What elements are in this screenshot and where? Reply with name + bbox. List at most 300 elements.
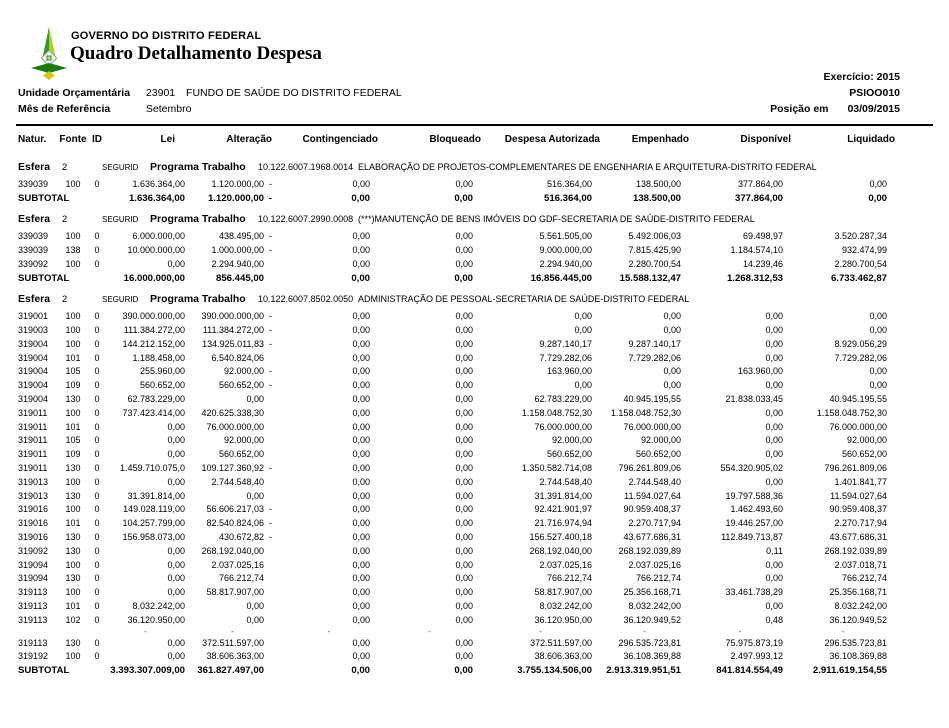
amount-cell-disponivel bbox=[681, 393, 783, 407]
program-label: Programa Trabalho bbox=[150, 161, 246, 173]
amount-cell-despesa-autorizada bbox=[473, 178, 592, 192]
dash-mark: - bbox=[539, 626, 542, 636]
negative-sign: - bbox=[269, 324, 272, 335]
amount-cell-lei bbox=[106, 192, 185, 207]
amount-cell-bloqueado bbox=[370, 586, 473, 600]
amount-value: 0,00 bbox=[352, 462, 370, 473]
amount-value: 31.391.814,00 bbox=[127, 490, 185, 501]
negative-sign: - bbox=[269, 518, 272, 529]
amount-value: 2.497.993,12 bbox=[730, 651, 783, 662]
amount-value: 156.527.400,18 bbox=[529, 531, 592, 542]
amount-value: 766.212,74 bbox=[841, 573, 887, 584]
amount-cell-contingenciado bbox=[272, 407, 370, 421]
negative-sign: - bbox=[269, 245, 272, 256]
amount-cell-disponivel bbox=[681, 637, 783, 651]
amount-value: 149.028.119,00 bbox=[123, 504, 185, 515]
amount-value: 92.000,00 bbox=[640, 435, 681, 446]
amount-cell-liquidado bbox=[783, 490, 887, 504]
id-cell: 0 bbox=[94, 421, 100, 432]
negative-sign bbox=[264, 637, 272, 651]
id-cell: 0 bbox=[94, 311, 100, 322]
amount-cell-disponivel bbox=[681, 545, 783, 559]
amount-value: 15.588.132,47 bbox=[619, 272, 681, 284]
amount-cell-empenhado bbox=[592, 407, 681, 421]
amount-cell-empenhado bbox=[592, 476, 681, 490]
amount-value: 0,00 bbox=[246, 490, 264, 501]
amount-cell-contingenciado bbox=[272, 517, 370, 531]
amount-value: 0,00 bbox=[167, 573, 185, 584]
amount-cell-despesa-autorizada bbox=[473, 586, 592, 600]
amount-value: 766.212,74 bbox=[546, 573, 592, 584]
amount-cell-liquidado bbox=[783, 545, 887, 559]
amount-cell-bloqueado bbox=[370, 448, 473, 462]
dash-mark: - bbox=[738, 626, 742, 636]
negative-sign: - bbox=[269, 462, 272, 473]
amount-value: 0,00 bbox=[455, 504, 473, 515]
amount-value: 0,00 bbox=[455, 380, 473, 391]
amount-cell-disponivel bbox=[681, 310, 783, 324]
amount-cell-liquidado bbox=[783, 614, 887, 628]
amount-value: 36.108.369,88 bbox=[623, 651, 681, 662]
amount-value: 390.000.000,00 bbox=[201, 311, 264, 322]
amount-cell-liquidado bbox=[783, 244, 887, 258]
amount-value: 0,00 bbox=[352, 407, 370, 418]
amount-cell-disponivel bbox=[681, 407, 783, 421]
amount-value: 0,00 bbox=[454, 272, 473, 284]
column-header-row bbox=[18, 133, 895, 147]
report-body bbox=[18, 160, 895, 679]
amount-cell-despesa-autorizada bbox=[473, 531, 592, 545]
fonte-cell: 101 bbox=[65, 518, 81, 529]
amount-value: 82.540.824,06 bbox=[206, 518, 264, 529]
id-cell: 0 bbox=[94, 245, 100, 256]
amount-value: 76.000.000,00 bbox=[623, 421, 681, 432]
amount-value: 9.000.000,00 bbox=[539, 245, 592, 256]
fonte-cell: 109 bbox=[65, 380, 81, 391]
amount-value: 0,00 bbox=[765, 600, 783, 611]
subtotal-label: SUBTOTAL bbox=[18, 665, 70, 677]
esfera-label: Esfera bbox=[18, 213, 51, 226]
amount-cell-bloqueado bbox=[370, 230, 473, 244]
reference-month-line bbox=[18, 103, 191, 115]
amount-value: 90.959.408,37 bbox=[829, 504, 887, 515]
natur-cell: 319016 bbox=[18, 504, 49, 515]
natur-cell: 339092 bbox=[18, 258, 49, 269]
amount-cell-alteracao bbox=[185, 476, 272, 490]
amount-value: 2.280.700,54 bbox=[628, 258, 681, 269]
program-section-header bbox=[18, 160, 895, 174]
amount-cell-disponivel bbox=[681, 379, 783, 393]
amount-value: 0,00 bbox=[167, 476, 185, 487]
amount-value: 92.000,00 bbox=[846, 435, 887, 446]
amount-value: 43.677.686,31 bbox=[829, 531, 887, 542]
amount-cell-bloqueado bbox=[370, 324, 473, 338]
amount-cell-alteracao bbox=[185, 600, 272, 614]
amount-cell-lei bbox=[106, 600, 185, 614]
id-cell: 0 bbox=[94, 366, 100, 377]
negative-sign: - bbox=[269, 380, 272, 391]
amount-cell-empenhado bbox=[592, 434, 681, 448]
negative-sign bbox=[264, 258, 272, 272]
amount-value: 0,00 bbox=[869, 380, 887, 391]
report-code: PSIOO010 bbox=[849, 87, 900, 99]
id-cell: 0 bbox=[94, 518, 100, 529]
amount-cell-lei bbox=[106, 503, 185, 517]
natur-cell: 319011 bbox=[18, 421, 48, 432]
amount-cell-lei bbox=[106, 272, 185, 287]
negative-sign bbox=[264, 559, 272, 573]
negative-sign bbox=[264, 572, 272, 586]
amount-cell-disponivel bbox=[681, 650, 783, 664]
amount-value: 6.540.824,06 bbox=[211, 352, 264, 363]
id-cell: 0 bbox=[94, 179, 100, 189]
amount-cell-alteracao bbox=[185, 531, 272, 545]
amount-value: 76.000.000,00 bbox=[829, 421, 887, 432]
amount-value: 0,00 bbox=[574, 380, 592, 391]
negative-sign bbox=[264, 421, 272, 435]
amount-cell-liquidado bbox=[783, 365, 887, 379]
id-cell: 0 bbox=[94, 231, 100, 242]
amount-cell-contingenciado bbox=[272, 637, 370, 651]
amount-value: 14.239,46 bbox=[742, 258, 783, 269]
amount-cell-empenhado bbox=[592, 352, 681, 366]
amount-cell-empenhado bbox=[592, 614, 681, 628]
amount-value: 0,00 bbox=[352, 504, 370, 515]
amount-value: 1.158.048.752,30 bbox=[816, 407, 887, 418]
amount-cell-disponivel bbox=[681, 272, 783, 287]
id-cell: 0 bbox=[94, 545, 100, 556]
amount-cell-lei bbox=[106, 178, 185, 192]
amount-value: 0,00 bbox=[765, 573, 783, 584]
amount-value: 430.672,82 bbox=[218, 531, 264, 542]
amount-value: 1.000.000,00 bbox=[211, 245, 264, 256]
id-cell: 0 bbox=[94, 462, 100, 473]
amount-value: 40.945.195,55 bbox=[623, 393, 681, 404]
amount-cell-alteracao bbox=[185, 258, 272, 272]
natur-cell: 319011 bbox=[18, 449, 48, 460]
amount-value: 0,00 bbox=[352, 614, 370, 625]
amount-value: 296.535.723,81 bbox=[824, 637, 887, 648]
amount-value: 0,00 bbox=[574, 324, 592, 335]
natur-cell: 319094 bbox=[18, 573, 49, 584]
amount-value: 2.744.548,40 bbox=[539, 476, 592, 487]
id-cell: 0 bbox=[94, 352, 100, 363]
amount-value: 8.032.242,00 bbox=[539, 600, 592, 611]
negative-sign bbox=[264, 600, 272, 614]
amount-cell-alteracao bbox=[185, 462, 272, 476]
amount-value: 1.120.000,00 bbox=[207, 192, 264, 204]
amount-cell-contingenciado bbox=[272, 365, 370, 379]
amount-cell-despesa-autorizada bbox=[473, 244, 592, 258]
amount-value: 516.364,00 bbox=[546, 179, 592, 189]
amount-cell-empenhado bbox=[592, 379, 681, 393]
amount-value: 766.212,74 bbox=[635, 573, 681, 584]
amount-cell-contingenciado bbox=[272, 448, 370, 462]
natur-cell: 319004 bbox=[18, 393, 49, 404]
amount-cell-liquidado bbox=[783, 324, 887, 338]
amount-cell-alteracao bbox=[185, 407, 272, 421]
amount-cell-contingenciado bbox=[272, 434, 370, 448]
amount-cell-bloqueado bbox=[370, 503, 473, 517]
fonte-cell: 100 bbox=[65, 258, 81, 269]
amount-value: 0,00 bbox=[455, 231, 473, 242]
amount-value: 0,00 bbox=[455, 407, 473, 418]
column-header-id: ID bbox=[92, 134, 102, 145]
natur-cell: 319192 bbox=[18, 651, 49, 662]
amount-cell-lei bbox=[106, 664, 185, 679]
natur-cell: 339039 bbox=[18, 231, 49, 242]
program-label: Programa Trabalho bbox=[150, 293, 246, 306]
table-row bbox=[18, 476, 895, 490]
amount-cell-lei bbox=[106, 490, 185, 504]
table-row bbox=[18, 421, 895, 435]
amount-value: 163.960,00 bbox=[546, 366, 592, 377]
amount-cell-liquidado bbox=[783, 586, 887, 600]
amount-value: 0,00 bbox=[455, 531, 473, 542]
natur-cell: 319113 bbox=[18, 587, 48, 598]
negative-sign: - bbox=[269, 338, 272, 349]
amount-cell-bloqueado bbox=[370, 365, 473, 379]
dash-mark: - bbox=[327, 626, 331, 636]
amount-value: 268.192.039,89 bbox=[618, 545, 681, 556]
amount-cell-empenhado bbox=[592, 178, 681, 192]
amount-cell-empenhado bbox=[592, 637, 681, 651]
amount-value: 0,00 bbox=[869, 366, 887, 377]
amount-cell-despesa-autorizada bbox=[473, 545, 592, 559]
amount-cell-despesa-autorizada bbox=[473, 324, 592, 338]
amount-cell-despesa-autorizada bbox=[473, 503, 592, 517]
amount-cell-alteracao bbox=[185, 393, 272, 407]
natur-cell: 319004 bbox=[18, 352, 49, 363]
amount-cell-disponivel bbox=[681, 338, 783, 352]
amount-value: 0,00 bbox=[454, 665, 473, 677]
amount-cell-contingenciado bbox=[272, 462, 370, 476]
budget-unit-label: Unidade Orçamentária bbox=[18, 87, 131, 99]
amount-value: 0,00 bbox=[351, 192, 370, 204]
amount-cell-liquidado bbox=[783, 379, 887, 393]
amount-value: 0,00 bbox=[352, 338, 370, 349]
natur-cell: 319011 bbox=[18, 435, 48, 446]
amount-value: 0,00 bbox=[765, 311, 783, 322]
reference-month-value: Setembro bbox=[145, 103, 192, 115]
sphere-type: SEGURID bbox=[102, 163, 139, 172]
amount-value: 5.561.505,00 bbox=[539, 231, 592, 242]
esfera-value: 2 bbox=[62, 294, 68, 306]
amount-cell-alteracao bbox=[185, 365, 272, 379]
amount-cell-despesa-autorizada bbox=[473, 352, 592, 366]
amount-cell-disponivel bbox=[681, 503, 783, 517]
amount-value: 40.945.195,55 bbox=[829, 393, 887, 404]
amount-cell-bloqueado bbox=[370, 490, 473, 504]
amount-value: 361.827.497,00 bbox=[197, 665, 264, 677]
amount-value: 2.744.548,40 bbox=[628, 476, 681, 487]
negative-sign bbox=[264, 393, 272, 407]
amount-value: 0,00 bbox=[167, 421, 185, 432]
id-cell: 0 bbox=[94, 324, 100, 335]
amount-cell-bloqueado bbox=[370, 434, 473, 448]
amount-cell-alteracao bbox=[185, 379, 272, 393]
amount-value: 21.716.974,94 bbox=[534, 518, 592, 529]
amount-cell-disponivel bbox=[681, 352, 783, 366]
negative-sign bbox=[264, 664, 272, 679]
amount-cell-lei bbox=[106, 462, 185, 476]
amount-cell-empenhado bbox=[592, 310, 681, 324]
fonte-cell: 100 bbox=[65, 338, 81, 349]
dash-mark: - bbox=[231, 626, 234, 636]
amount-value: 8.032.242,00 bbox=[628, 600, 681, 611]
id-cell: 0 bbox=[94, 600, 100, 611]
amount-value: 0,00 bbox=[455, 518, 473, 529]
amount-value: 90.959.408,37 bbox=[623, 504, 681, 515]
table-row bbox=[18, 637, 895, 651]
amount-value: 138.500,00 bbox=[635, 179, 681, 189]
amount-value: 737.423.414,00 bbox=[122, 407, 185, 418]
amount-cell-bloqueado bbox=[370, 462, 473, 476]
program-title: ADMINISTRAÇÃO DE PESSOAL-SECRETARIA DE SAÚDE-DISTRITO FEDERAL bbox=[358, 294, 690, 305]
amount-cell-bloqueado bbox=[370, 517, 473, 531]
amount-value: 76.000.000,00 bbox=[534, 421, 592, 432]
amount-cell-lei bbox=[106, 258, 185, 272]
subtotal-label: SUBTOTAL bbox=[18, 192, 70, 204]
negative-sign bbox=[264, 490, 272, 504]
amount-cell-liquidado bbox=[783, 230, 887, 244]
negative-sign bbox=[264, 272, 272, 287]
amount-cell-despesa-autorizada bbox=[473, 272, 592, 287]
amount-value: 0,00 bbox=[869, 311, 887, 322]
natur-cell: 319013 bbox=[18, 490, 49, 501]
amount-value: 109.127.360,92 bbox=[201, 462, 264, 473]
amount-cell-despesa-autorizada bbox=[473, 559, 592, 573]
table-row bbox=[18, 503, 895, 517]
natur-cell: 319092 bbox=[18, 545, 49, 556]
amount-value: 0,00 bbox=[352, 324, 370, 335]
table-row bbox=[18, 614, 895, 628]
amount-value: 2.037.025,16 bbox=[628, 559, 681, 570]
amount-value: 0,00 bbox=[663, 366, 681, 377]
amount-cell-liquidado bbox=[783, 650, 887, 664]
amount-cell-empenhado bbox=[592, 586, 681, 600]
amount-cell-bloqueado bbox=[370, 393, 473, 407]
amount-value: 2.280.700,54 bbox=[834, 258, 887, 269]
amount-cell-contingenciado bbox=[272, 230, 370, 244]
amount-cell-lei bbox=[106, 614, 185, 628]
amount-cell-disponivel bbox=[681, 365, 783, 379]
id-cell: 0 bbox=[94, 490, 100, 501]
amount-cell-empenhado bbox=[592, 600, 681, 614]
amount-cell-contingenciado bbox=[272, 178, 370, 192]
amount-cell-lei bbox=[106, 517, 185, 531]
id-cell: 0 bbox=[94, 504, 100, 515]
amount-cell-bloqueado bbox=[370, 600, 473, 614]
id-cell: 0 bbox=[94, 449, 100, 460]
government-name: GOVERNO DO DISTRITO FEDERAL bbox=[71, 30, 262, 42]
budget-unit-line bbox=[18, 87, 402, 99]
amount-cell-contingenciado bbox=[272, 614, 370, 628]
amount-value: 0,00 bbox=[765, 352, 783, 363]
negative-sign: - bbox=[269, 311, 272, 322]
amount-cell-despesa-autorizada bbox=[473, 421, 592, 435]
amount-value: 0,00 bbox=[765, 407, 783, 418]
table-row bbox=[18, 324, 895, 338]
amount-cell-disponivel bbox=[681, 490, 783, 504]
esfera-label: Esfera bbox=[18, 293, 51, 306]
amount-cell-alteracao bbox=[185, 421, 272, 435]
fonte-cell: 130 bbox=[65, 490, 81, 501]
amount-cell-disponivel bbox=[681, 664, 783, 679]
amount-cell-liquidado bbox=[783, 600, 887, 614]
amount-value: 1.350.582.714,08 bbox=[521, 462, 592, 473]
natur-cell: 319003 bbox=[18, 324, 49, 335]
amount-value: 92.000,00 bbox=[223, 366, 264, 377]
amount-cell-contingenciado bbox=[272, 421, 370, 435]
amount-cell-empenhado bbox=[592, 572, 681, 586]
natur-cell: 319004 bbox=[18, 338, 49, 349]
amount-cell-empenhado bbox=[592, 531, 681, 545]
amount-value: 2.744.548,40 bbox=[211, 476, 264, 487]
amount-value: 1.184.574,10 bbox=[730, 245, 783, 256]
amount-cell-bloqueado bbox=[370, 421, 473, 435]
amount-cell-contingenciado bbox=[272, 586, 370, 600]
amount-value: 0,00 bbox=[352, 231, 370, 242]
amount-cell-empenhado bbox=[592, 324, 681, 338]
natur-cell: 319016 bbox=[18, 531, 49, 542]
amount-value: 0,00 bbox=[454, 192, 473, 204]
natur-cell: 319004 bbox=[18, 380, 49, 391]
program-code: 10.122.6007.1968.0014 bbox=[258, 162, 354, 172]
amount-value: 0,00 bbox=[352, 449, 370, 460]
amount-cell-alteracao bbox=[185, 178, 272, 192]
amount-value: 76.000.000,00 bbox=[206, 421, 264, 432]
amount-value: 2.037.025,16 bbox=[211, 559, 264, 570]
amount-value: 0,00 bbox=[351, 272, 370, 284]
amount-value: 0,00 bbox=[352, 393, 370, 404]
amount-value: 372.511.597,00 bbox=[202, 637, 264, 648]
amount-cell-empenhado bbox=[592, 393, 681, 407]
amount-cell-disponivel bbox=[681, 572, 783, 586]
table-row bbox=[18, 379, 895, 393]
amount-value: 438.495,00 bbox=[218, 231, 264, 242]
table-row bbox=[18, 462, 895, 476]
amount-value: 0,00 bbox=[246, 600, 264, 611]
amount-value: 25.356.168,71 bbox=[623, 587, 681, 598]
amount-cell-alteracao bbox=[185, 664, 272, 679]
amount-value: 0,00 bbox=[167, 637, 185, 648]
amount-value: 38.606.363,00 bbox=[206, 651, 264, 662]
amount-value: 0,00 bbox=[352, 651, 370, 662]
amount-value: 92.421.901,97 bbox=[534, 504, 592, 515]
amount-value: 75.975.873,19 bbox=[725, 637, 783, 648]
amount-cell-bloqueado bbox=[370, 614, 473, 628]
amount-value: 112.849.713,87 bbox=[721, 531, 783, 542]
amount-cell-empenhado bbox=[592, 490, 681, 504]
fonte-cell: 101 bbox=[65, 421, 81, 432]
amount-value: 0,00 bbox=[455, 324, 473, 335]
amount-value: 2.037.025,16 bbox=[539, 559, 592, 570]
negative-sign bbox=[264, 614, 272, 628]
amount-value: 104.257.799,00 bbox=[122, 518, 185, 529]
amount-value: 6.000.000,00 bbox=[132, 231, 185, 242]
amount-cell-disponivel bbox=[681, 434, 783, 448]
id-cell: 0 bbox=[94, 559, 100, 570]
amount-value: 9.287.140,17 bbox=[539, 338, 592, 349]
table-row bbox=[18, 258, 895, 272]
amount-value: 0,00 bbox=[455, 614, 473, 625]
amount-cell-liquidado bbox=[783, 476, 887, 490]
amount-cell-empenhado bbox=[592, 272, 681, 287]
amount-value: 156.958.073,00 bbox=[122, 531, 185, 542]
amount-value: 0,00 bbox=[455, 651, 473, 662]
amount-value: 0,00 bbox=[455, 559, 473, 570]
